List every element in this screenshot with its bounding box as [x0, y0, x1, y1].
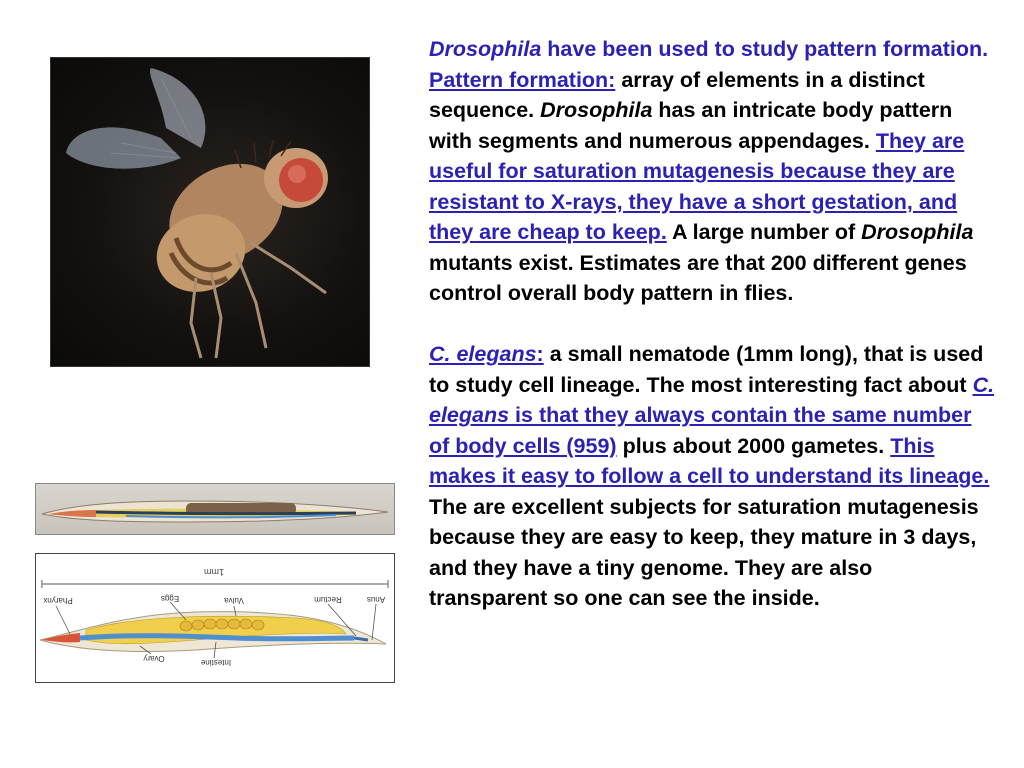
- c-elegans-term: C. elegans: [429, 342, 537, 366]
- label-ovary: Ovary: [143, 654, 165, 663]
- c-elegans-colon: :: [536, 342, 544, 366]
- c-elegans-term-link[interactable]: [429, 342, 544, 366]
- pattern-formation-link[interactable]: Pattern formation:: [429, 67, 616, 92]
- label-intestine: Intestine: [200, 658, 232, 667]
- c-elegans-diagram: [35, 553, 395, 683]
- label-anus: Anus: [366, 595, 386, 604]
- c-elegans-paragraph: [429, 339, 995, 614]
- label-rectum: Rectum: [314, 595, 342, 604]
- drosophila-body-pattern: has an intricate body pattern with segments and numerous appendages.: [429, 98, 953, 153]
- drosophila-term-2: Drosophila: [540, 98, 653, 122]
- gametes-text: plus about 2000 gametes.: [616, 433, 891, 458]
- c-elegans-summary: The are excellent subjects for saturation mutagenesis because they are easy to keep, they mature in 3 days, and they have a tiny genome. They are also transparent so one can see the inside.: [429, 494, 979, 610]
- mutants-text-a: A large number of: [666, 220, 862, 244]
- c-elegans-term-2: C. elegans: [429, 372, 995, 427]
- label-eggs: Eggs: [160, 594, 180, 603]
- drosophila-term-3: Drosophila: [861, 220, 974, 244]
- diagram-scale-label: 1mm: [204, 567, 224, 577]
- c-elegans-photo: [35, 483, 395, 535]
- mutagenesis-link[interactable]: They are useful for saturation mutagenesis because they are resistant to X-rays, they have a short gestation, and they are cheap to keep.: [429, 128, 965, 244]
- drosophila-photo: [50, 57, 370, 367]
- drosophila-intro: have been used to study pattern formation.: [541, 37, 989, 61]
- drosophila-paragraph: [429, 34, 995, 309]
- label-vulva: Vulva: [224, 596, 244, 605]
- mutants-text-b: mutants exist. Estimates are that 200 different genes control overall body pattern in flies.: [429, 250, 967, 305]
- cell-count-text: is that they always contain the same number of body cells (959): [429, 403, 972, 458]
- c-elegans-intro: a small nematode (1mm long), that is used to study cell lineage. The most interesting fact about: [429, 342, 984, 397]
- label-pharynx: Pharynx: [43, 596, 73, 605]
- lineage-link[interactable]: This makes it easy to follow a cell to understand its lineage.: [429, 433, 990, 488]
- body-text: [429, 34, 995, 644]
- pattern-formation-definition: array of elements in a distinct sequence.: [429, 67, 925, 122]
- drosophila-term: Drosophila: [429, 37, 542, 61]
